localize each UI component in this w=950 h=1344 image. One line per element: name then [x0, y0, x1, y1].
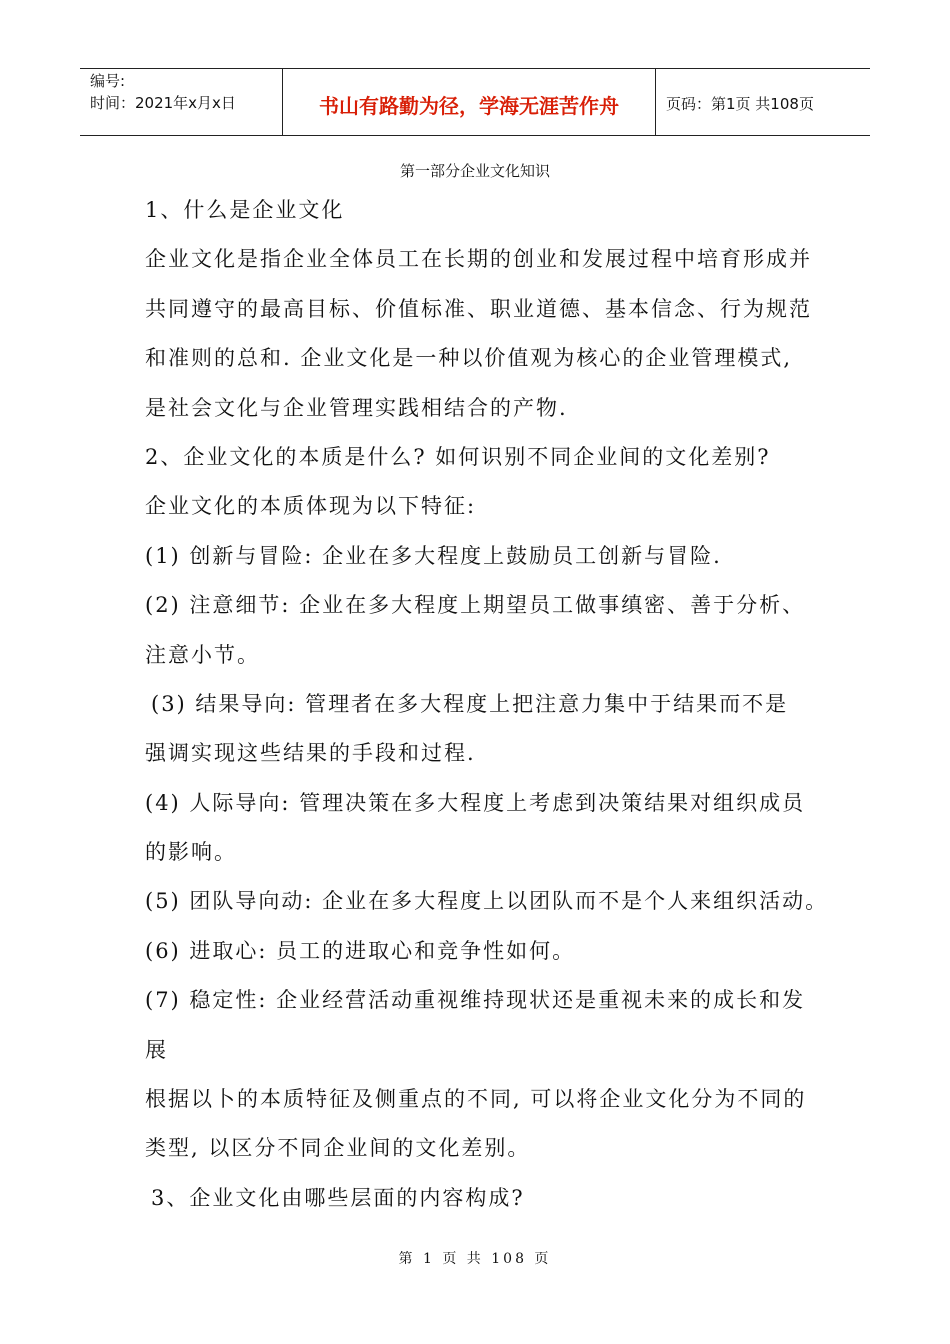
text-line: 类型, 以区分不同企业间的文化差别。: [145, 1136, 531, 1161]
header-bottom-rule: [80, 135, 870, 136]
text-line: 注意小节。: [145, 642, 260, 667]
number-label: 编号:: [90, 72, 126, 90]
text-line: 根据以卜的本质特征及侧重点的不同, 可以将企业文化分为不同的: [145, 1087, 807, 1112]
text-line: 的影响。: [145, 840, 237, 865]
text-line: 1、什么是企业文化: [145, 198, 345, 222]
header-motto: 书山有路勤为径，学海无涯苦作舟: [319, 94, 619, 118]
text-line: 展: [145, 1037, 168, 1062]
text-line: 是社会文化与企业管理实践相结合的产物.: [145, 395, 568, 420]
text-line: 3、企业文化由哪些层面的内容构成?: [151, 1185, 525, 1210]
text-line: (4) 人际导向: 管理决策在多大程度上考虑到决策结果对组织成员: [145, 790, 806, 815]
text-line: 2、企业文化的本质是什么? 如何识别不同企业间的文化差别?: [145, 444, 771, 469]
text-line: 和准则的总和. 企业文化是一种以价值观为核心的企业管理模式,: [145, 346, 793, 371]
header-divider-left: [282, 68, 283, 136]
text-line: 企业文化的本质体现为以下特征:: [145, 494, 477, 519]
text-line: (5) 团队导向动: 企业在多大程度上以团队而不是个人来组织活动。: [145, 889, 829, 914]
document-title: 第一部分企业文化知识: [399, 162, 550, 180]
header-meta: [90, 70, 236, 114]
text-line: (1) 创新与冒险: 企业在多大程度上鼓励员工创新与冒险.: [145, 543, 722, 568]
page-footer: 第 1 页 共 108 页: [398, 1251, 552, 1267]
text-line: 共同遵守的最高目标、价值标准、职业道德、基本信念、行为规范: [145, 296, 812, 321]
time-label: 时间：2021年x月x日: [90, 94, 236, 112]
text-line: 强调实现这些结果的手段和过程.: [145, 741, 476, 766]
header-divider-right: [655, 68, 656, 136]
text-line: (2) 注意细节: 企业在多大程度上期望员工做事缜密、善于分析、: [145, 593, 806, 618]
text-line: 企业文化是指企业全体员工在长期的创业和发展过程中培育形成并: [145, 247, 812, 272]
header-page-info: 页码：第1页 共108页: [666, 95, 814, 113]
header-top-rule: [80, 68, 870, 69]
text-line: (3) 结果导向: 管理者在多大程度上把注意力集中于结果而不是: [151, 691, 789, 716]
text-line: (6) 进取心: 员工的进取心和竞争性如何。: [145, 938, 576, 963]
text-line: (7) 稳定性: 企业经营活动重视维持现状还是重视未来的成长和发: [145, 988, 806, 1013]
document-body: [145, 191, 829, 1228]
